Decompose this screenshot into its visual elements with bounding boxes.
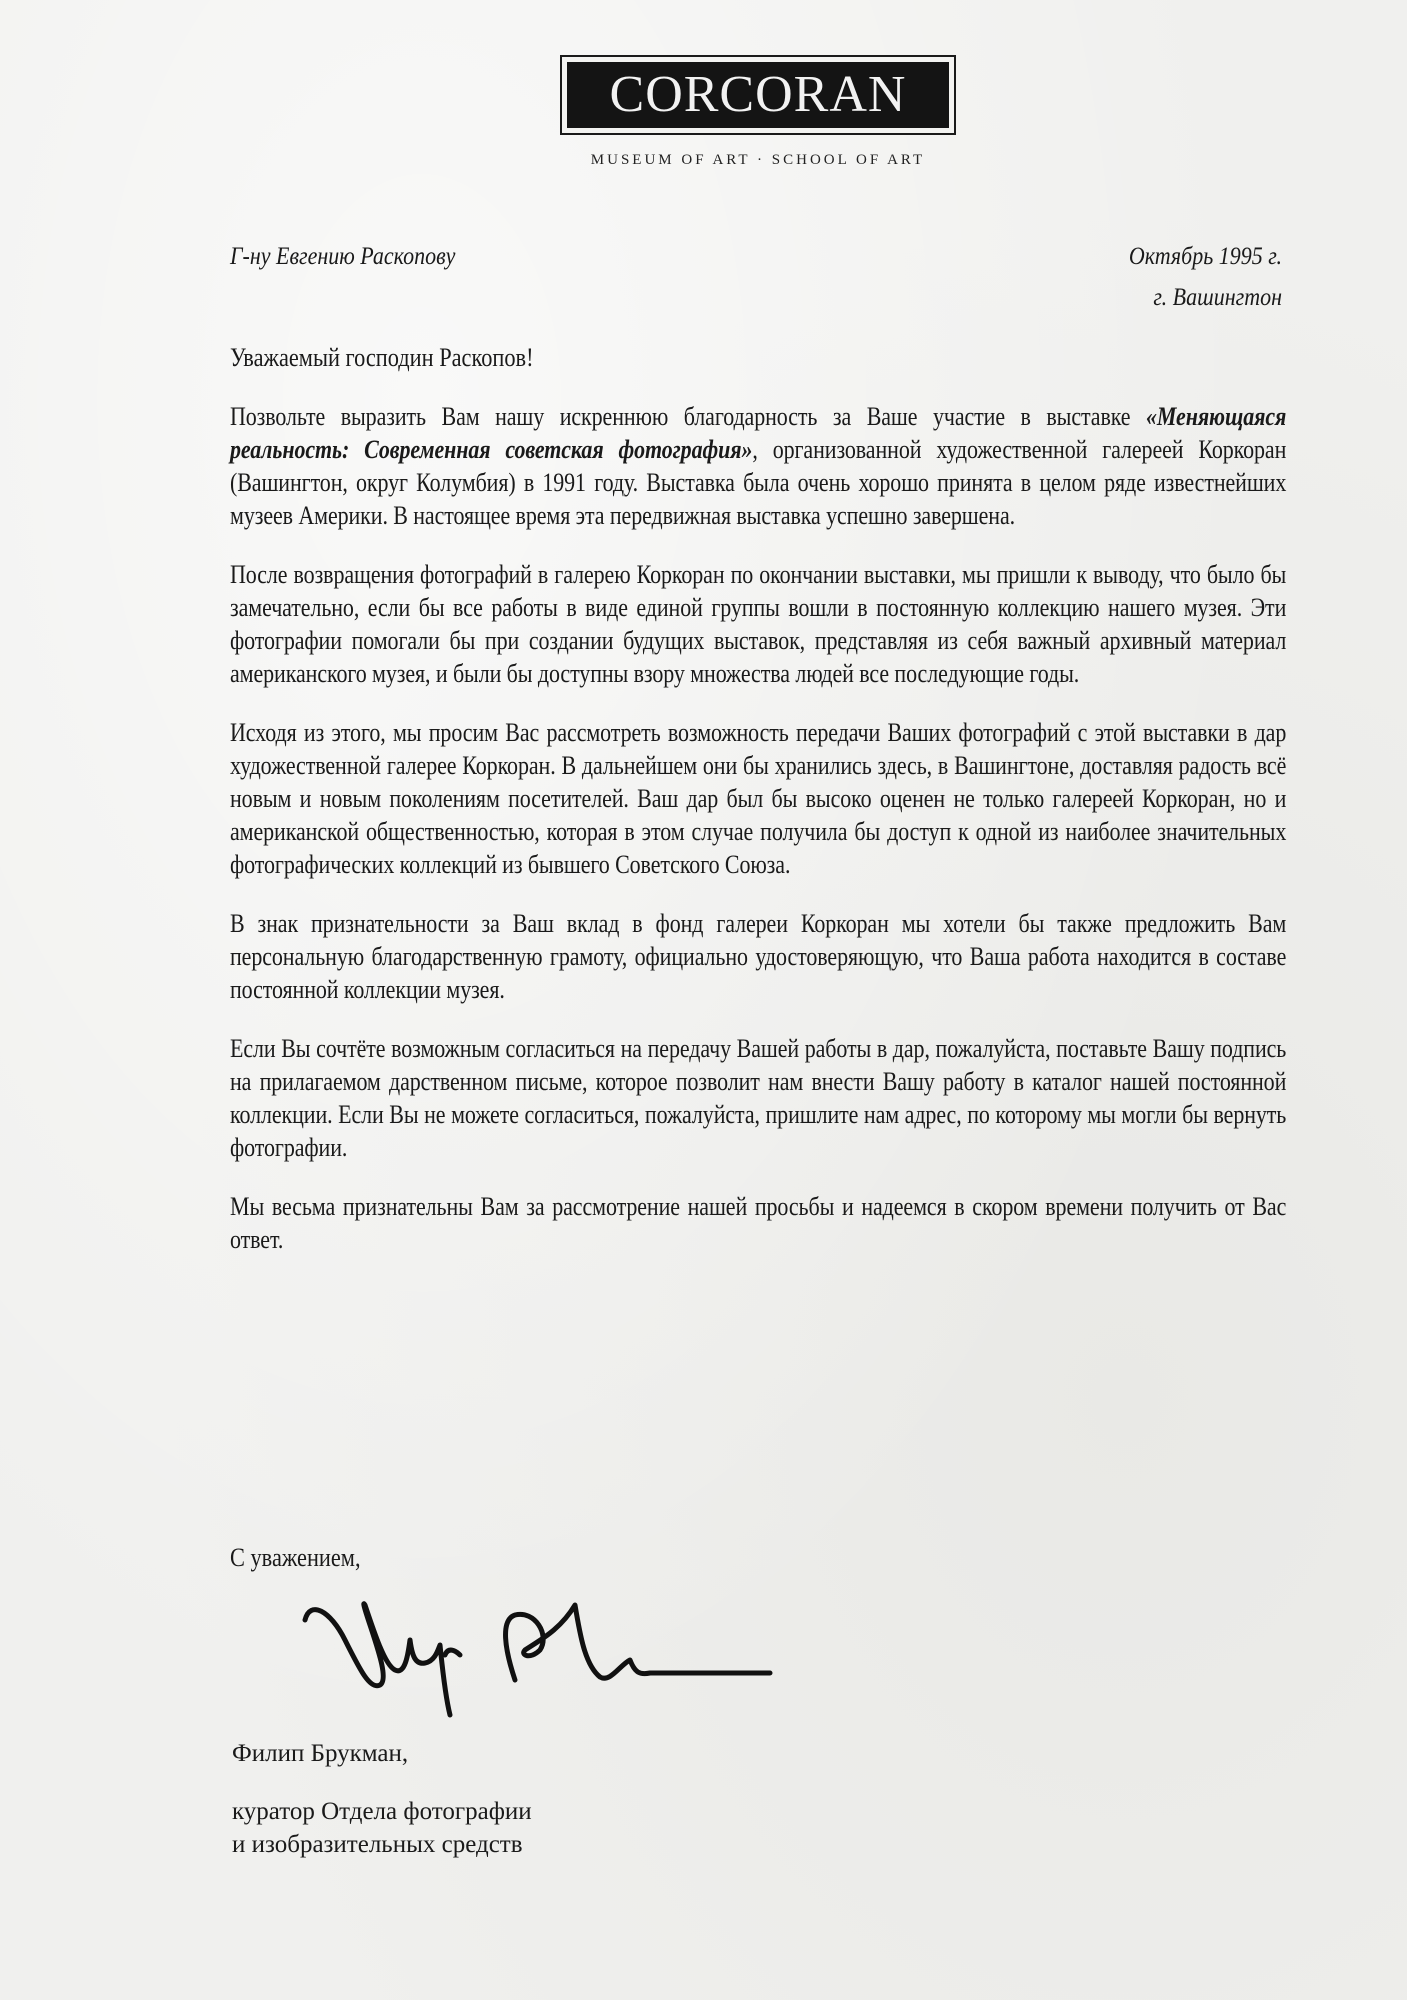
letterhead-subtitle: MUSEUM OF ART · SCHOOL OF ART bbox=[590, 152, 926, 168]
paragraph-3: Исходя из этого, мы просим Вас рассмотреть возможность передачи Ваших фотографий с этой выставки в дар художественной галерее Коркоран. В дальнейшем они бы хранились здесь, в Вашингтоне, доставляя радость всё новым и новым поколениям посетителей. Ваш дар был бы высоко оценен не только галереей Коркоран, но и американской общественностью, которая в этом случае получила бы доступ к одной из наиболее значительных фотографических коллекций из бывшего Советского Союза. bbox=[230, 718, 1287, 879]
signer-title bbox=[232, 1795, 532, 1861]
signature-stroke-3 bbox=[506, 1605, 770, 1680]
salutation: Уважаемый господин Раскопов! bbox=[230, 343, 534, 372]
exhibition-title: «Меняющаяся реальность: Современная советская фотография» bbox=[230, 402, 1287, 464]
signature-stroke-2 bbox=[445, 1650, 460, 1655]
paragraph-1-after: , организованной художественной галереей Коркоран (Вашингтон, округ Колумбия) в 1991 году. Выставка была очень хорошо принята в целом ряде известнейших музеев Америки. В настоящее время эта передвижная выставка успешно завершена. bbox=[230, 435, 1287, 530]
paragraph-1 bbox=[230, 400, 1286, 532]
paragraph-4: В знак признательности за Ваш вклад в фонд галереи Коркоран мы хотели бы также предложить Вам персональную благодарственную грамоту, официально удостоверяющую, что Ваша работа находится в составе постоянной коллекции музея. bbox=[230, 909, 1287, 1004]
signer-title-line-1: куратор Отдела фотографии bbox=[232, 1798, 532, 1825]
addressee: Г-ну Евгению Раскопову bbox=[230, 243, 456, 270]
paragraph-6: Мы весьма признательны Вам за рассмотрение нашей просьбы и надеемся в скором времени получить от Вас ответ. bbox=[230, 1192, 1287, 1254]
letter-body bbox=[230, 400, 1290, 1282]
signer-name: Филип Брукман, bbox=[232, 1740, 409, 1767]
letter-place: г. Вашингтон bbox=[1153, 284, 1282, 311]
logo-text: CORCORAN bbox=[609, 66, 907, 123]
date-place-block bbox=[1108, 236, 1282, 318]
signer-title-line-2: и изобразительных средств bbox=[232, 1831, 523, 1858]
corcoran-logo bbox=[560, 55, 956, 135]
paragraph-2: После возвращения фотографий в галерею Коркоран по окончании выставки, мы пришли к выводу, что было бы замечательно, если бы все работы в виде единой группы вошли в постоянную коллекцию нашего музея. Эти фотографии помогали бы при создании будущих выставок, представляя из себя важный архивный материал американского музея, и были бы доступны взору множества людей все последующие годы. bbox=[230, 560, 1287, 688]
signature-stroke-1 bbox=[305, 1604, 450, 1715]
logo-box bbox=[567, 62, 949, 128]
paragraph-1-before: Позвольте выразить Вам нашу искреннюю благодарность за Ваше участие в выставке bbox=[230, 402, 1146, 431]
letter-date: Октябрь 1995 г. bbox=[1128, 243, 1282, 270]
signature-handwritten bbox=[300, 1595, 800, 1735]
closing: С уважением, bbox=[230, 1543, 361, 1572]
paragraph-5: Если Вы сочтёте возможным согласиться на передачу Вашей работы в дар, пожалуйста, поставьте Вашу подпись на прилагаемом дарственном письме, которое позволит нам внести Вашу работу в каталог нашей постоянной коллекции. Если Вы не можете согласиться, пожалуйста, пришлите нам адрес, по которому мы могли бы вернуть фотографии. bbox=[230, 1034, 1287, 1162]
